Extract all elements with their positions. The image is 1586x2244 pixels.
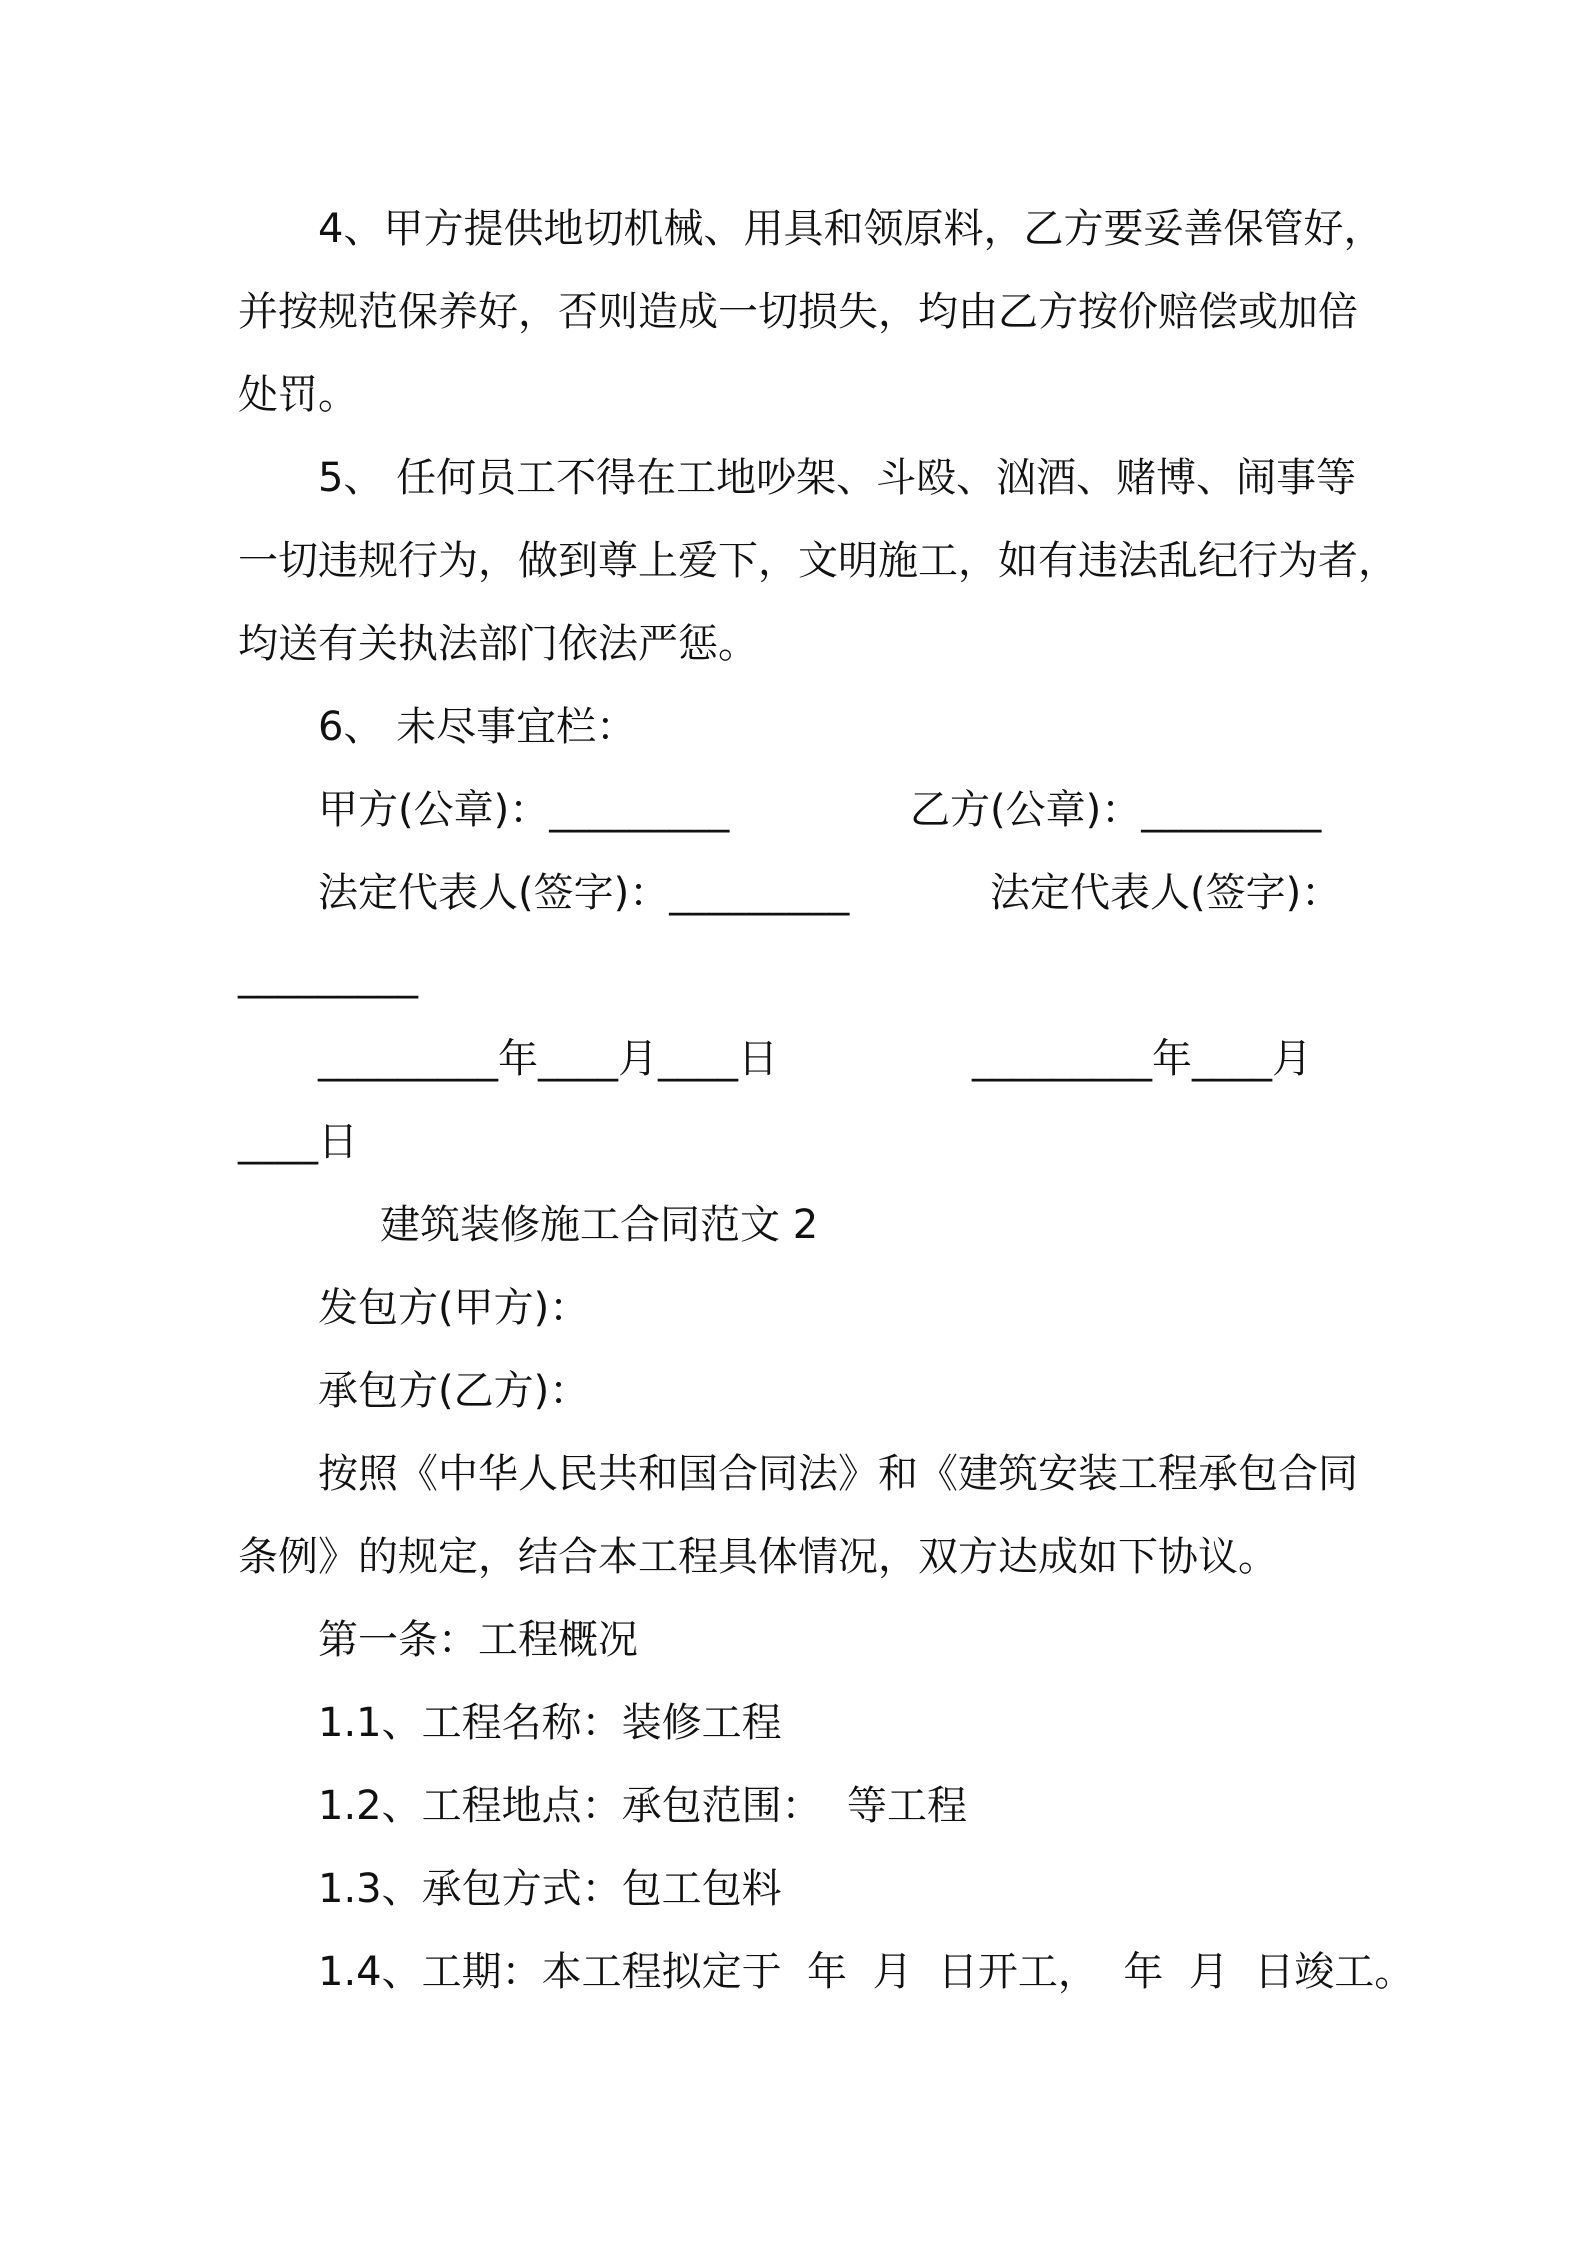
clause-4-line-2: 并按规范保养好，否则造成一切损失，均由乙方按价赔偿或加倍 bbox=[238, 289, 1358, 335]
clause-6: 6、 未尽事宜栏： bbox=[318, 704, 637, 750]
party-b-date-day: ____日 bbox=[238, 1119, 358, 1165]
party-b-representative: 法定代表人(签字)： bbox=[990, 870, 1342, 916]
preamble-line-2: 条例》的规定，结合本工程具体情况，双方达成如下协议。 bbox=[238, 1534, 1278, 1580]
item-1-3: 1.3、承包方式：包工包料 bbox=[318, 1866, 782, 1912]
party-b-representative-blank: _________ bbox=[238, 953, 418, 999]
preamble-line-1: 按照《中华人民共和国合同法》和《建筑安装工程承包合同 bbox=[318, 1451, 1358, 1497]
clause-5-line-2: 一切违规行为，做到尊上爱下，文明施工，如有违法乱纪行为者， bbox=[238, 538, 1398, 584]
party-b-seal: 乙方(公章)：_________ bbox=[910, 787, 1322, 833]
party-a-seal: 甲方(公章)：_________ bbox=[318, 787, 730, 833]
clause-4-line-3: 处罚。 bbox=[238, 372, 358, 418]
contract-2-title: 建筑装修施工合同范文 2 bbox=[380, 1202, 819, 1248]
clause-5-line-3: 均送有关执法部门依法严惩。 bbox=[238, 621, 758, 667]
item-1-4: 1.4、工期：本工程拟定于 年 月 日开工， 年 月 日竣工。 bbox=[318, 1949, 1415, 1995]
clause-5-line-1: 5、 任何员工不得在工地吵架、斗殴、汹酒、赌博、闹事等 bbox=[318, 455, 1357, 501]
party-a-date: _________年____月____日 bbox=[318, 1036, 778, 1082]
item-1-1: 1.1、工程名称：装修工程 bbox=[318, 1700, 782, 1746]
party-a-representative: 法定代表人(签字)：_________ bbox=[318, 870, 850, 916]
clause-4-line-1: 4、甲方提供地切机械、用具和领原料，乙方要妥善保管好， bbox=[318, 206, 1384, 252]
article-1-heading: 第一条：工程概况 bbox=[318, 1617, 638, 1663]
item-1-2: 1.2、工程地点：承包范围： 等工程 bbox=[318, 1783, 968, 1829]
contractor-label: 承包方(乙方)： bbox=[318, 1368, 590, 1414]
party-b-date: _________年____月 bbox=[972, 1036, 1312, 1082]
employer-label: 发包方(甲方)： bbox=[318, 1285, 590, 1331]
